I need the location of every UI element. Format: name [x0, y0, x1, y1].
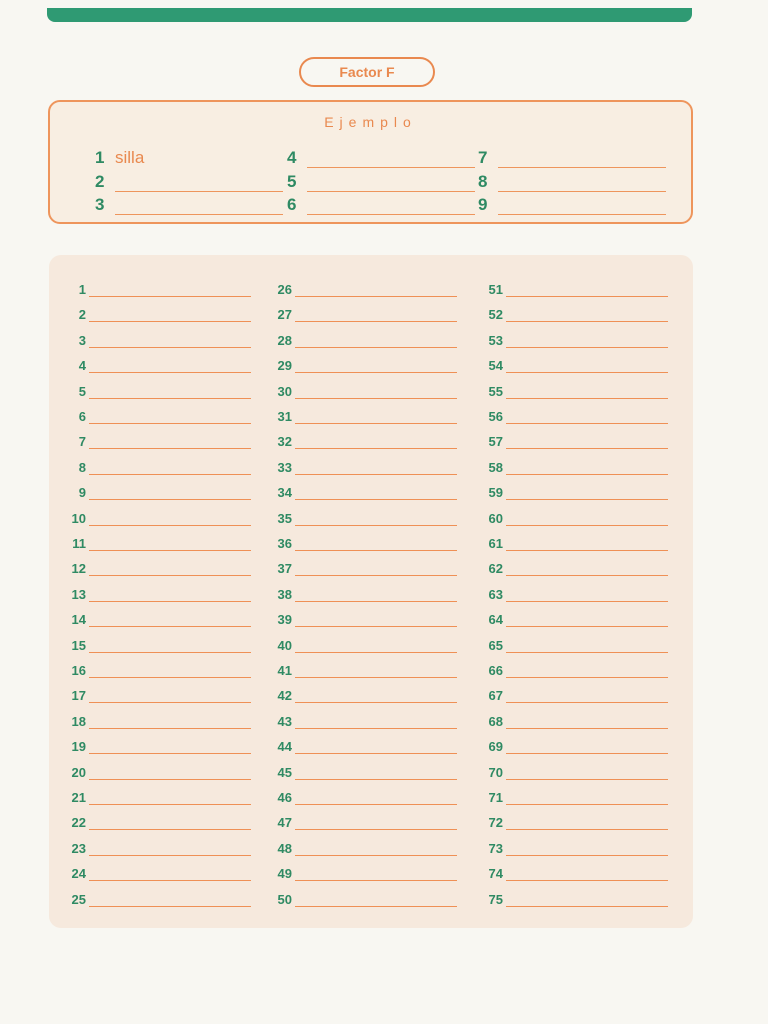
answer-row — [463, 861, 668, 881]
answer-number: 19 — [71, 739, 86, 755]
answer-line[interactable] — [89, 819, 251, 830]
answer-line[interactable] — [506, 286, 668, 297]
answer-number: 21 — [71, 790, 86, 805]
answer-number: 50 — [277, 891, 292, 907]
answer-number: 32 — [277, 434, 292, 450]
answer-number: 18 — [71, 713, 86, 729]
answer-row — [252, 658, 457, 678]
answer-row — [252, 785, 457, 805]
answer-line[interactable] — [295, 718, 457, 729]
answer-number: 6 — [78, 409, 86, 424]
answer-line[interactable] — [89, 769, 251, 780]
answer-line[interactable] — [295, 896, 457, 907]
answer-number: 30 — [277, 383, 292, 399]
answer-number: 38 — [277, 586, 292, 602]
answer-row — [252, 328, 457, 348]
example-answer-line[interactable] — [498, 196, 666, 215]
answer-number: 26 — [277, 282, 292, 297]
answer-number: 58 — [488, 459, 503, 475]
answer-line[interactable] — [506, 489, 668, 500]
answer-line[interactable] — [295, 515, 457, 526]
answer-row — [252, 506, 457, 526]
answer-line[interactable] — [295, 388, 457, 399]
example-item — [287, 193, 475, 215]
answer-line[interactable] — [506, 667, 668, 678]
answer-number: 28 — [277, 332, 292, 348]
answer-row — [463, 353, 668, 373]
answer-number: 7 — [78, 434, 86, 450]
answer-line[interactable] — [506, 692, 668, 703]
answer-line[interactable] — [506, 311, 668, 322]
answer-row — [49, 328, 251, 348]
example-item — [95, 170, 283, 192]
answer-line[interactable] — [89, 718, 251, 729]
answer-line[interactable] — [295, 667, 457, 678]
answer-line[interactable] — [506, 438, 668, 449]
answer-number: 8 — [78, 459, 86, 475]
answer-line[interactable] — [295, 337, 457, 348]
answer-line[interactable] — [89, 388, 251, 399]
answer-line[interactable] — [89, 667, 251, 678]
answer-row — [49, 785, 251, 805]
answer-line[interactable] — [295, 540, 457, 551]
answer-number: 69 — [488, 739, 503, 755]
answer-row — [463, 480, 668, 500]
answer-row — [49, 556, 251, 576]
answer-number: 64 — [488, 612, 503, 628]
example-item-number: 6 — [287, 195, 297, 214]
example-item — [287, 170, 475, 192]
example-item-number: 8 — [478, 172, 488, 191]
answer-number: 5 — [78, 383, 86, 399]
answer-number: 11 — [72, 536, 86, 551]
answer-number: 62 — [488, 561, 503, 577]
answer-row — [49, 607, 251, 627]
answer-line[interactable] — [506, 845, 668, 856]
answer-number: 48 — [277, 840, 292, 856]
answer-number: 31 — [277, 409, 292, 424]
answer-line[interactable] — [89, 845, 251, 856]
answer-row — [49, 531, 251, 551]
answer-number: 34 — [277, 485, 292, 501]
answer-line[interactable] — [295, 464, 457, 475]
example-answer-line[interactable] — [307, 173, 475, 192]
answer-number: 44 — [277, 739, 292, 755]
answer-row — [252, 607, 457, 627]
answer-number: 54 — [488, 358, 503, 374]
example-box — [48, 100, 693, 224]
answer-number: 52 — [488, 307, 503, 323]
answer-row — [463, 277, 668, 297]
answer-number: 65 — [488, 637, 503, 653]
example-answer-line[interactable] — [115, 173, 283, 192]
example-item — [95, 146, 144, 168]
answer-row — [49, 760, 251, 780]
answer-number: 33 — [277, 459, 292, 475]
example-answer-line[interactable] — [307, 196, 475, 215]
answer-number: 13 — [71, 586, 86, 602]
answer-row — [252, 353, 457, 373]
answer-line[interactable] — [295, 769, 457, 780]
answer-line[interactable] — [295, 311, 457, 322]
answer-row — [49, 277, 251, 297]
answer-line[interactable] — [506, 362, 668, 373]
answer-number: 1 — [78, 282, 86, 297]
answer-number: 67 — [488, 688, 503, 704]
answer-row — [252, 582, 457, 602]
answer-row — [463, 404, 668, 424]
answer-row — [463, 760, 668, 780]
answer-line[interactable] — [295, 591, 457, 602]
answer-row — [463, 734, 668, 754]
answer-number: 16 — [71, 663, 86, 678]
answer-row — [252, 429, 457, 449]
example-item-number: 9 — [478, 195, 488, 214]
example-answer-line[interactable] — [307, 149, 475, 168]
answer-row — [463, 633, 668, 653]
answer-number: 37 — [277, 561, 292, 577]
answer-number: 63 — [488, 586, 503, 602]
answer-row — [252, 404, 457, 424]
answer-row — [252, 455, 457, 475]
answer-line[interactable] — [89, 438, 251, 449]
answer-row — [49, 887, 251, 907]
example-item-number: 7 — [478, 148, 488, 167]
answer-line[interactable] — [89, 286, 251, 297]
answer-line[interactable] — [506, 794, 668, 805]
example-item-number: 2 — [95, 172, 105, 191]
answer-row — [463, 328, 668, 348]
answer-line[interactable] — [89, 489, 251, 500]
answer-number: 39 — [277, 612, 292, 628]
answer-row — [463, 531, 668, 551]
answer-line[interactable] — [295, 438, 457, 449]
answer-number: 20 — [71, 764, 86, 780]
answer-line[interactable] — [295, 794, 457, 805]
answer-row — [49, 633, 251, 653]
example-item — [478, 193, 666, 215]
example-answer-line[interactable]: silla — [115, 148, 145, 167]
answer-line[interactable] — [89, 616, 251, 627]
answer-row — [49, 353, 251, 373]
answer-number: 46 — [277, 790, 292, 805]
answer-number: 36 — [277, 536, 292, 551]
answer-line[interactable] — [295, 743, 457, 754]
answer-number: 2 — [78, 307, 86, 323]
answer-row — [49, 810, 251, 830]
answer-line[interactable] — [506, 565, 668, 576]
answer-line[interactable] — [89, 337, 251, 348]
answer-row — [49, 734, 251, 754]
answer-row — [252, 302, 457, 322]
answer-number: 53 — [488, 332, 503, 348]
answer-number: 4 — [78, 358, 86, 374]
answer-row — [463, 810, 668, 830]
answer-row — [463, 429, 668, 449]
answer-line[interactable] — [89, 743, 251, 754]
answer-row — [49, 683, 251, 703]
answer-number: 12 — [71, 561, 86, 577]
answer-number: 74 — [488, 866, 503, 882]
answer-number: 57 — [488, 434, 503, 450]
answer-number: 24 — [71, 866, 86, 882]
answer-number: 35 — [277, 510, 292, 526]
answer-line[interactable] — [506, 413, 668, 424]
answer-number: 56 — [488, 409, 503, 424]
answer-line[interactable] — [506, 464, 668, 475]
answer-row — [252, 734, 457, 754]
answer-line[interactable] — [89, 870, 251, 881]
answer-line[interactable] — [506, 819, 668, 830]
top-green-bar — [47, 8, 692, 22]
answer-number: 17 — [71, 688, 86, 704]
answer-row — [463, 582, 668, 602]
answer-line[interactable] — [295, 845, 457, 856]
answer-number: 75 — [488, 891, 503, 907]
answer-line[interactable] — [506, 515, 668, 526]
answer-line[interactable] — [295, 819, 457, 830]
answer-row — [252, 810, 457, 830]
answer-row — [463, 683, 668, 703]
example-item — [478, 146, 666, 168]
answer-line[interactable] — [506, 870, 668, 881]
answer-line[interactable] — [89, 591, 251, 602]
example-item-number: 1 — [95, 148, 105, 167]
answer-number: 73 — [488, 840, 503, 856]
answer-line[interactable] — [89, 515, 251, 526]
answer-row — [463, 658, 668, 678]
answer-line[interactable] — [295, 489, 457, 500]
answer-line[interactable] — [295, 362, 457, 373]
answer-number: 15 — [71, 637, 86, 653]
answer-row — [463, 302, 668, 322]
answer-row — [463, 607, 668, 627]
answer-row — [49, 861, 251, 881]
answer-line[interactable] — [506, 591, 668, 602]
answer-line[interactable] — [89, 565, 251, 576]
answer-line[interactable] — [89, 362, 251, 373]
answer-number: 45 — [277, 764, 292, 780]
answer-line[interactable] — [89, 413, 251, 424]
example-item-number: 4 — [287, 148, 297, 167]
answer-row — [252, 379, 457, 399]
answer-number: 41 — [277, 663, 292, 678]
answer-line[interactable] — [506, 540, 668, 551]
answer-line[interactable] — [295, 565, 457, 576]
answer-number: 9 — [78, 485, 86, 501]
answer-line[interactable] — [89, 311, 251, 322]
answer-line[interactable] — [295, 286, 457, 297]
answer-number: 29 — [277, 358, 292, 374]
answer-row — [463, 836, 668, 856]
answer-row — [252, 683, 457, 703]
answer-line[interactable] — [295, 870, 457, 881]
answer-line[interactable] — [89, 794, 251, 805]
answer-number: 25 — [71, 891, 86, 907]
answer-row — [49, 379, 251, 399]
example-item-number: 5 — [287, 172, 297, 191]
answer-row — [49, 582, 251, 602]
answer-number: 68 — [488, 713, 503, 729]
answer-row — [252, 760, 457, 780]
answer-number: 70 — [488, 764, 503, 780]
answer-row — [49, 836, 251, 856]
answer-number: 43 — [277, 713, 292, 729]
answer-line[interactable] — [89, 540, 251, 551]
answer-line[interactable] — [89, 642, 251, 653]
answer-row — [252, 633, 457, 653]
answer-row — [49, 302, 251, 322]
answer-row — [252, 556, 457, 576]
example-title: Ejemplo — [324, 114, 417, 130]
answer-number: 23 — [71, 840, 86, 856]
answer-row — [463, 709, 668, 729]
answer-row — [49, 455, 251, 475]
answer-row — [252, 887, 457, 907]
answer-row — [49, 658, 251, 678]
answer-number: 60 — [488, 510, 503, 526]
answer-number: 47 — [277, 815, 292, 831]
answer-number: 71 — [488, 790, 503, 805]
answer-number: 42 — [277, 688, 292, 704]
answer-line[interactable] — [506, 896, 668, 907]
answer-number: 27 — [277, 307, 292, 323]
answer-row — [252, 709, 457, 729]
example-item — [287, 146, 475, 168]
answer-row — [463, 455, 668, 475]
example-answer-line[interactable] — [498, 149, 666, 168]
answer-number: 72 — [488, 815, 503, 831]
answer-number: 14 — [71, 612, 86, 628]
answer-row — [49, 506, 251, 526]
answer-number: 22 — [71, 815, 86, 831]
answer-number: 49 — [277, 866, 292, 882]
answer-row — [49, 709, 251, 729]
answer-row — [49, 480, 251, 500]
answer-line[interactable] — [89, 464, 251, 475]
factor-title: Factor F — [299, 57, 435, 87]
answer-number: 61 — [488, 536, 503, 551]
answer-number: 66 — [488, 663, 503, 678]
answer-number: 51 — [488, 282, 503, 297]
answer-line[interactable] — [89, 692, 251, 703]
answer-line[interactable] — [295, 642, 457, 653]
answer-line[interactable] — [506, 616, 668, 627]
answer-row — [252, 861, 457, 881]
answer-row — [49, 404, 251, 424]
answer-line[interactable] — [295, 692, 457, 703]
answer-line[interactable] — [89, 896, 251, 907]
answer-row — [252, 836, 457, 856]
answer-number: 40 — [277, 637, 292, 653]
answer-row — [252, 277, 457, 297]
example-answer-line[interactable] — [498, 173, 666, 192]
answer-row — [463, 785, 668, 805]
answer-row — [463, 887, 668, 907]
answer-number: 3 — [78, 332, 86, 348]
answer-row — [463, 506, 668, 526]
example-item-number: 3 — [95, 195, 105, 214]
answer-line[interactable] — [295, 413, 457, 424]
answer-row — [463, 379, 668, 399]
answer-line[interactable] — [506, 743, 668, 754]
answer-row — [252, 480, 457, 500]
answer-row — [463, 556, 668, 576]
answer-line[interactable] — [506, 769, 668, 780]
answer-number: 10 — [71, 510, 86, 526]
answer-line[interactable] — [506, 337, 668, 348]
answer-line[interactable] — [506, 642, 668, 653]
answer-number: 59 — [488, 485, 503, 501]
answer-row — [252, 531, 457, 551]
answer-line[interactable] — [295, 616, 457, 627]
example-item — [95, 193, 283, 215]
answer-number: 55 — [488, 383, 503, 399]
answer-panel — [49, 255, 693, 928]
example-answer-line[interactable] — [115, 196, 283, 215]
answer-row — [49, 429, 251, 449]
answer-line[interactable] — [506, 388, 668, 399]
example-item — [478, 170, 666, 192]
answer-line[interactable] — [506, 718, 668, 729]
